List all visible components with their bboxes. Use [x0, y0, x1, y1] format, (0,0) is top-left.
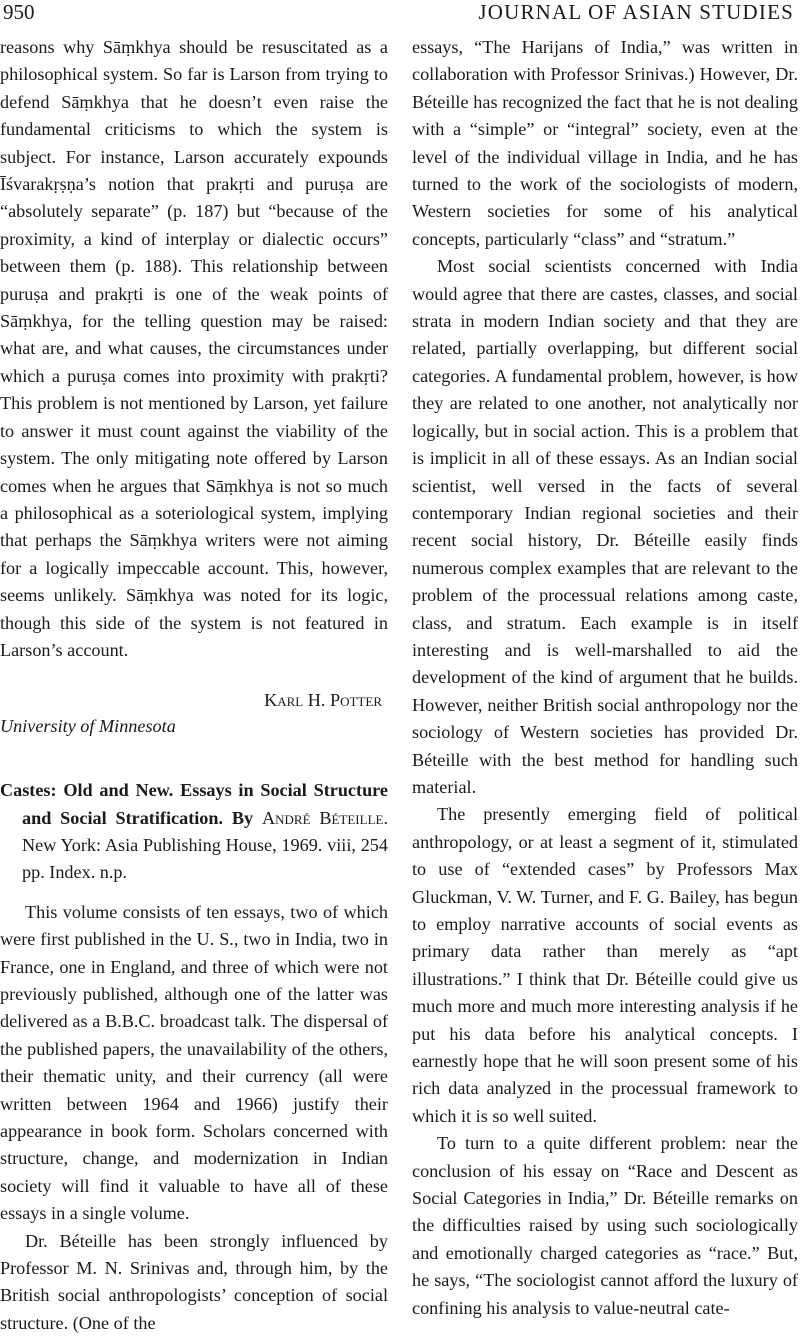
reviewer-affiliation: University of Minnesota	[0, 715, 176, 736]
journal-title: JOURNAL OF ASIAN STUDIES	[478, 0, 794, 24]
review-heading	[0, 777, 388, 887]
left-column	[0, 34, 388, 1337]
publication-info: New York: Asia Publishing House, 1969. viii, 254 pp. Index. n.p.	[22, 834, 388, 883]
reviewer-name: Karl H. Potter	[264, 690, 382, 711]
review1-closing-paragraph: reasons why Sāṃkhya should be resuscitated as a philosophical system. So far is Larson from trying to defend Sāṃkhya that he doesn’t even raise the fundamental criticisms to which the system is subject. For instance, Larson accurately expounds Īśvarakṛṣṇa’s notion that prakṛti and puruṣa are “absolutely separate” (p. 187) but “because of the proximity, a kind of interplay or dialectic occurs” between them (p. 188). This relationship between puruṣa and prakṛti is one of the weak points of Sāṃkhya, for the telling question may be raised: what are, and what causes, the circumstances under which a puruṣa comes into proximity with prakṛti? This problem is not mentioned by Larson, yet failure to answer it must count against the viability of the system. The only mitigating note offered by Larson comes when he argues that Sāṃkhya is not so much a philosophical as a soteriological system, implying that perhaps the Sāṃkhya writers were not aiming for a logically impeccable account. This, however, seems unlikely. Sāṃkhya was noted for its logic, though this side of the system is not featured in Larson’s account.	[0, 37, 388, 660]
book-title: Castes: Old and New. Essays in Social Structure and Social Stratification.	[0, 780, 388, 828]
review2-paragraph-2: Dr. Béteille has been strongly influenced by Professor M. N. Srinivas and, through him, by the British social anthropologists’ conception of social structure. (One of the	[0, 1230, 388, 1333]
by-word: By	[231, 807, 254, 828]
review2-paragraph-3: essays, “The Harijans of India,” was written in collaboration with Professor Srinivas.) However, Dr. Béteille has recognized the fact that he is not dealing with a “simple” or “integral” society, even at the level of the individual village in India, and he has turned to the work of the sociologists of modern, Western societies for some of his analytical concepts, particularly “class” and “stratum.”	[412, 37, 798, 249]
page-number: 950	[3, 0, 35, 24]
review2-paragraph-4: Most social scientists concerned with India would agree that there are castes, classes, and social strata in modern Indian society and that they are related, partially overlapping, but different social categories. A fundamental problem, however, is how they are related to one another, not analytically nor logically, but in social action. This is a problem that is implicit in all of these essays. As an Indian social scientist, well versed in the facts of several contemporary Indian regional societies and their recent social history, Dr. Béteille easily finds numerous complex examples that are relevant to the problem of the processual relations among caste, class, and stratum. Each example is in itself interesting and is well-marshalled to aid the development of the kind of argument that he builds. However, neither British social anthropology nor the sociology of Western societies has provided Dr. Béteille with the best method for handling such material.	[412, 256, 798, 797]
review2-paragraph-5: The presently emerging field of political anthropology, or at least a segment of it, stimulated to use of “extended cases” by Professors Max Gluckman, V. W. Turner, and F. G. Bailey, has begun to employ narrative accounts of social events as primary data rather than merely as “apt illustrations.” I think that Dr. Béteille could give us much more and much more interesting analysis if he put his data before his analytical concepts. I earnestly hope that he will soon present some of his rich data analyzed in the processual framework to which it is so well suited.	[412, 804, 798, 1126]
review2-paragraph-6: To turn to a quite different problem: near the conclusion of his essay on “Race and Descent as Social Categories in India,” Dr. Béteille remarks on the difficulties raised by using such sociologically and emotionally charged categories as “race.” But, he says, “The sociologist cannot afford the luxury of confining his analysis to value-neutral cate-	[412, 1133, 798, 1318]
book-author: André Béteille.	[261, 807, 388, 828]
right-column	[412, 34, 798, 1322]
running-header	[0, 0, 800, 30]
review2-paragraph-1: This volume consists of ten essays, two of which were first published in the U. S., two in India, two in France, one in England, and three of which were not previously published, although one of the latter was delivered as a B.B.C. broadcast talk. The dispersal of the published papers, the unavailability of the others, their thematic unity, and their currency (all were written between 1964 and 1966) justify their appearance in book form. Scholars concerned with structure, change, and modernization in Indian society will find it valuable to have all of these essays in a single volume.	[0, 901, 388, 1224]
